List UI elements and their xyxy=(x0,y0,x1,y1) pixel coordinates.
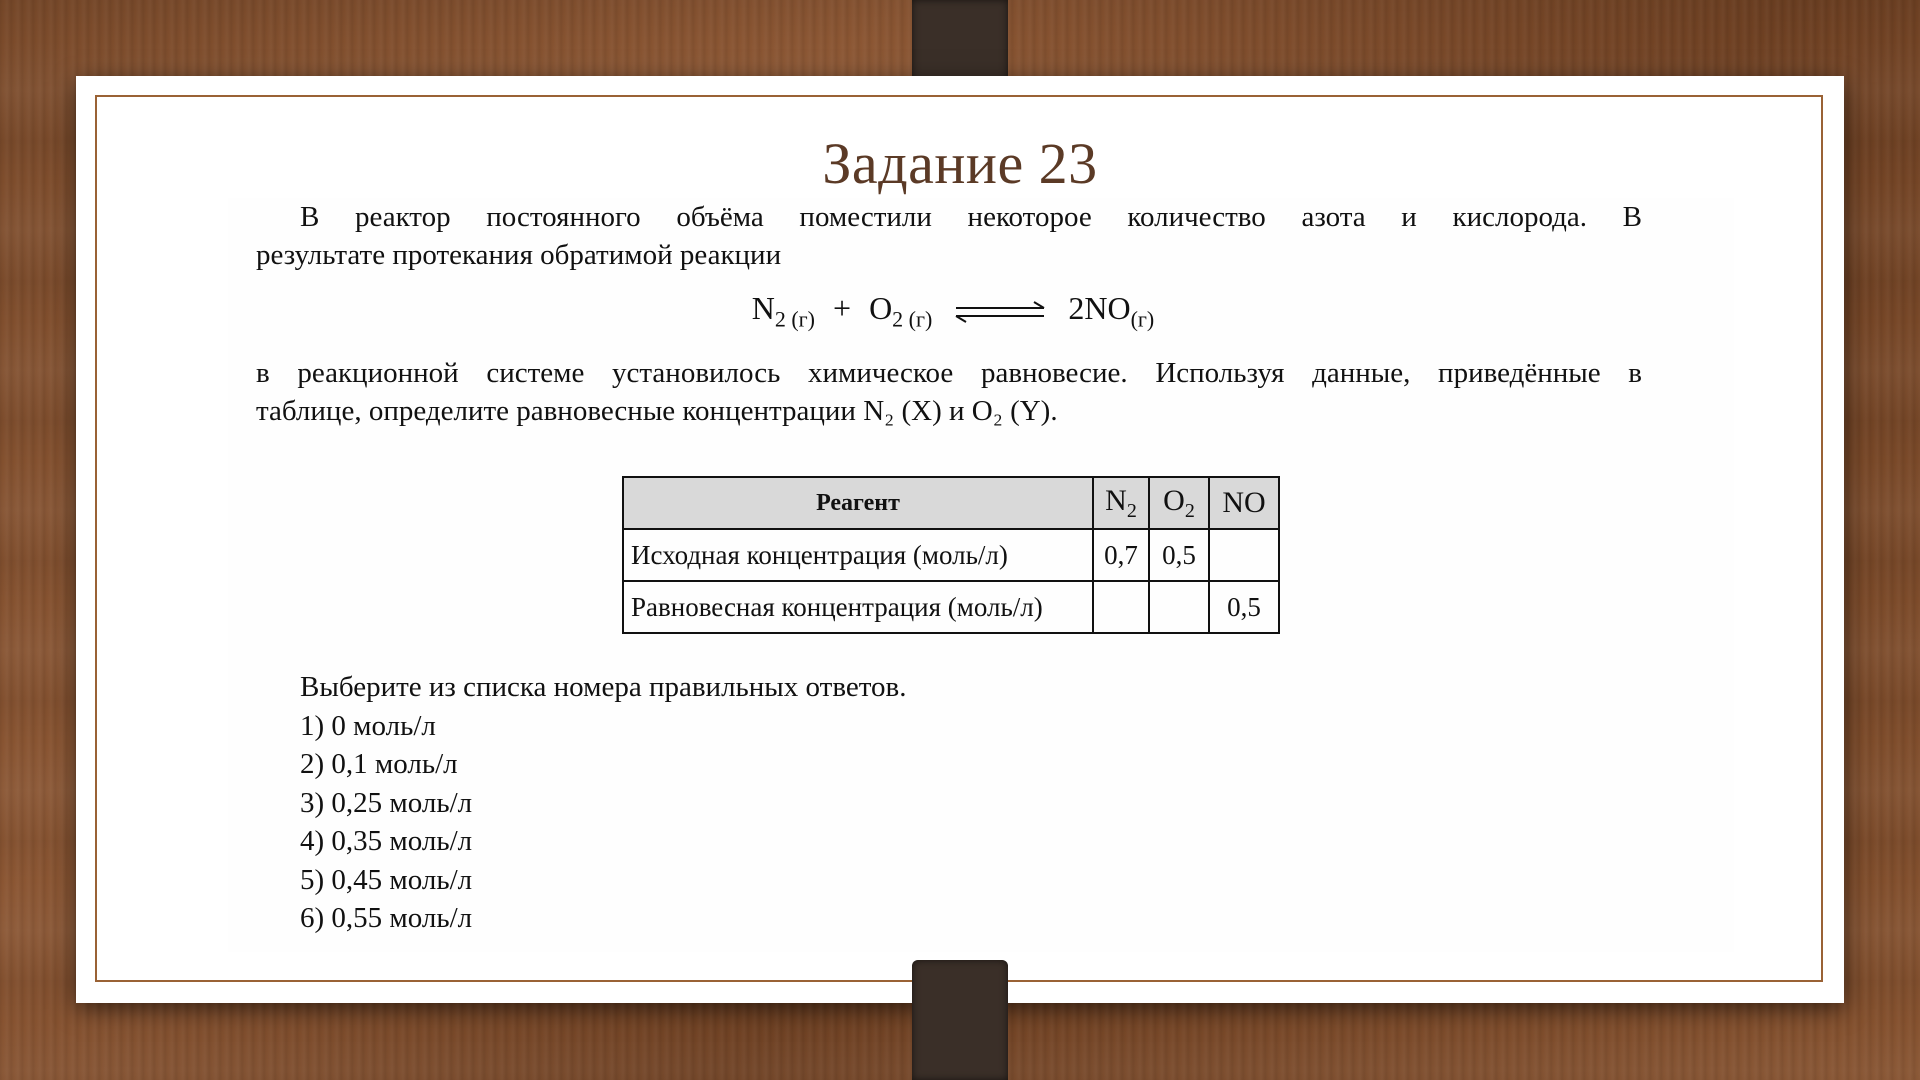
cell-n2 xyxy=(1093,581,1149,633)
product-no: 2NO xyxy=(1068,290,1131,326)
header-no: NO xyxy=(1209,477,1279,529)
reactant-n2-sub: 2 (г) xyxy=(774,306,816,332)
answer-prompt: Выберите из списка номера правильных ответов. xyxy=(300,671,907,703)
product-no-sub: (г) xyxy=(1130,306,1155,332)
plus-sign: + xyxy=(833,290,852,326)
row-label: Исходная концентрация (моль/л) xyxy=(623,529,1093,581)
header-o2 xyxy=(1149,477,1209,529)
problem-line-4: таблице, определите равновесные концентрации N₂ (X) и O₂ (Y). xyxy=(256,395,1058,427)
task-content xyxy=(228,198,1734,952)
header-o2-sub: 2 xyxy=(1184,499,1195,522)
problem-line-2: результате протекания обратимой реакции xyxy=(256,239,782,271)
answer-option: 6) 0,55 моль/л xyxy=(300,902,473,934)
answer-option: 1) 0 моль/л xyxy=(300,709,436,742)
table-row xyxy=(623,529,1279,581)
cell-n2: 0,7 xyxy=(1093,529,1149,581)
header-n2 xyxy=(1093,477,1149,529)
answer-option: 4) 0,35 моль/л xyxy=(300,825,473,857)
reactant-n2: N xyxy=(751,290,775,326)
row-label: Равновесная концентрация (моль/л) xyxy=(623,581,1093,633)
reactant-o2: O xyxy=(869,290,893,326)
answer-option: 3) 0,25 моль/л xyxy=(300,786,473,819)
cell-o2: 0,5 xyxy=(1149,529,1209,581)
reaction-equation xyxy=(228,290,1678,332)
table-header-row xyxy=(623,477,1279,529)
answer-option: 2) 0,1 моль/л xyxy=(300,748,458,780)
answer-list xyxy=(300,668,906,938)
cell-no: 0,5 xyxy=(1209,581,1279,633)
equilibrium-arrow-icon xyxy=(952,300,1048,324)
cell-o2 xyxy=(1149,581,1209,633)
bottom-strap xyxy=(912,960,1008,1080)
header-reagent: Реагент xyxy=(623,477,1093,529)
problem-line-3: в реакционной системе установилось химическое равновесие. Используя данные, приведённые в xyxy=(256,357,1642,389)
header-n2-sub: 2 xyxy=(1126,499,1137,522)
header-o2-text: O xyxy=(1163,483,1185,517)
slide-title: Задание 23 xyxy=(822,131,1098,196)
problem-line-1: В реактор постоянного объёма поместили некоторое количество азота и кислорода. В xyxy=(300,201,1642,233)
header-n2-text: N xyxy=(1105,483,1127,517)
cell-no xyxy=(1209,529,1279,581)
reactant-o2-sub: 2 (г) xyxy=(892,306,933,332)
reagent-table xyxy=(622,476,1280,634)
answer-option: 5) 0,45 моль/л xyxy=(300,863,473,896)
table-row xyxy=(623,581,1279,633)
